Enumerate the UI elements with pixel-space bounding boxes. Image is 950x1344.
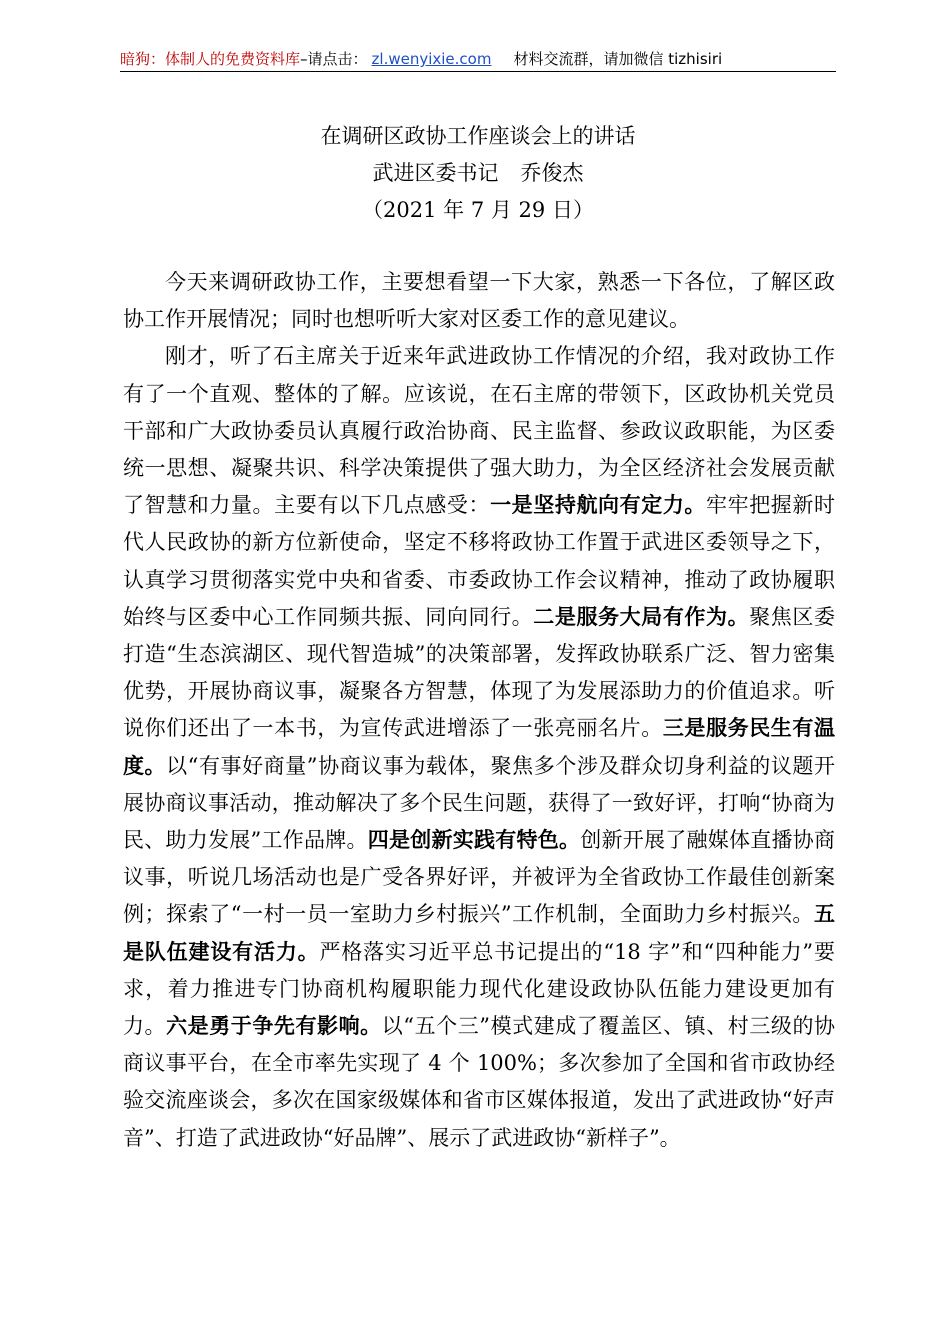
author-position: 武进区委书记 [372,161,499,185]
title-block [120,118,836,229]
speech-date: （2021 年 7 月 29 日） [362,198,594,222]
point-6-text: 以“五个三”模式建成了覆盖区、镇、村三级的协商议事平台，在全市率先实现了 4 个 100%；多次参加了全国和省市政协经验交流座谈会，多次在国家级媒体和省市区媒体报道，发出了武进政协“好声音”、打造了武进政协“好品牌”、展示了武进政协“新样子”。 [123,1014,836,1150]
speech-body [123,264,835,1157]
point-3-heading: 三是服务民生有温度。 [123,716,835,778]
header-wechat-group: 材料交流群，请加微信 tizhisiri [513,50,723,68]
point-3-text: 以“有事好商量”协商议事为载体，聚焦多个涉及群众切身利益的议题开展协商议事活动，推动解决了多个民生问题，获得了一致好评，打响“协商为民、助力发展”工作品牌。 [123,753,835,853]
speech-title: 在调研区政协工作座谈会上的讲话 [320,124,636,148]
point-5-heading: 五是队伍建设有活力。 [123,902,835,964]
header-prompt: –请点击： [300,50,368,68]
point-2-heading: 二是服务大局有作为。 [533,604,750,629]
header-divider [120,71,836,72]
paragraph-2-intro: 刚才，听了石主席关于近来年武进政协工作情况的介绍，我对政协工作有了一个直观、整体的了解。应该说，在石主席的带领下，区政协机关党员干部和广大政协委员认真履行政治协商、民主监督、参政议政职能，为区委统一思想、凝聚共识、科学决策提供了强大助力，为全区经济社会发展贡献了智慧和力量。主要有以下几点感受： [123,344,835,518]
paragraph-2 [123,338,835,1156]
point-4-text: 创新开展了融媒体直播协商议事，听说几场活动也是广受各界好评，并被评为全省政协工作最佳创新案例；探索了“一村一员一室助力乡村振兴”工作机制，全面助力乡村振兴。 [123,828,835,927]
point-6-heading: 六是勇于争先有影响。 [166,1014,382,1039]
speech-author [120,155,836,192]
point-2-text: 聚焦区委打造“生态滨湖区、现代智造城”的决策部署，发挥政协联系广泛、智力密集优势，开展协商议事，凝聚各方智慧，体现了为发展添助力的价值追求。听说你们还出了一本书，为宣传武进增添了一张亮丽名片。 [123,604,835,741]
header-link[interactable]: zl.wenyixie.com [371,50,492,68]
point-1-heading: 一是坚持航向有定力。 [490,493,707,518]
point-4-heading: 四是创新实践有特色。 [367,828,581,853]
author-name: 乔俊杰 [520,161,584,185]
header-brand: 暗狗：体制人的免费资料库 [120,50,301,68]
paragraph-1: 今天来调研政协工作，主要想看望一下大家，熟悉一下各位，了解区政协工作开展情况；同时也想听听大家对区委工作的意见建议。 [123,270,835,332]
point-5-text: 严格落实习近平总书记提出的“18 字”和“四种能力”要求，着力推进专门协商机构履职能力现代化建设政协队伍能力建设更加有力。 [123,939,835,1039]
page-header [120,46,836,70]
point-1-text: 牢牢把握新时代人民政协的新方位新使命，坚定不移将政协工作置于武进区委领导之下，认真学习贯彻落实党中央和省委、市委政协工作会议精神，推动了政协履职始终与区委中心工作同频共振、同向同行。 [123,493,835,629]
